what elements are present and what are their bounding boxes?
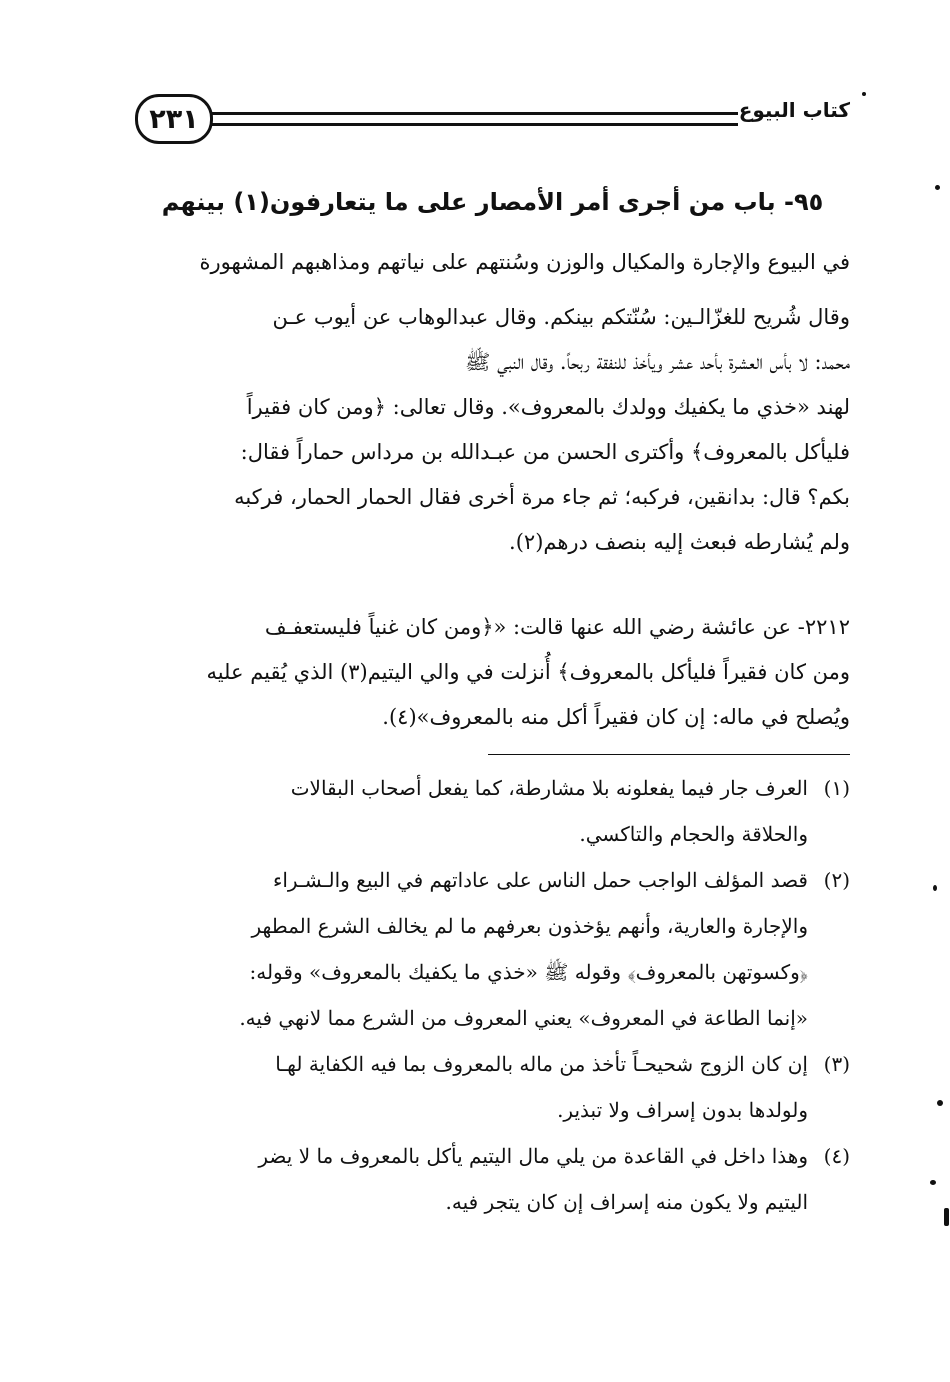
footnote-text xyxy=(135,857,808,1041)
page-header xyxy=(135,88,850,146)
narration-line: وقال شُريح للغزّالـين: سُنّتكم بينكم. وقال عبدالوهاب عن أيوب عـن xyxy=(272,305,850,329)
footnotes xyxy=(135,765,850,1225)
footnote-line: قصد المؤلف الواجب حمل الناس على عاداتهم في البيع والـشـراء xyxy=(272,868,808,892)
footnote-line: وهذا داخل في القاعدة من يلي مال اليتيم يأكل بالمعروف ما لا يضر xyxy=(258,1144,808,1168)
footnote-text xyxy=(135,1041,808,1133)
chapter-title: ٩٥- باب من أجرى أمر الأمصار على ما يتعارفون(١) بينهم xyxy=(161,188,824,216)
hadith-paragraph xyxy=(135,605,850,740)
scan-speck xyxy=(862,92,866,96)
footnote-text xyxy=(135,765,808,857)
intro-line: في البيوع والإجارة والمكيال والوزن وسُنتهم على نياتهم ومذاهبهم المشهورة xyxy=(199,250,850,274)
footnote-line: ولولدها بدون إسراف ولا تبذير. xyxy=(557,1098,808,1122)
hadith-line: ٢٢١٢- عن عائشة رضي الله عنها قالت: «﴿ومن كان غنياً فليستعفـف xyxy=(264,615,850,639)
footnote-line: ﴿وكسوتهن بالمعروف﴾ وقوله ﷺ «خذي ما يكفيك بالمعروف» وقوله: xyxy=(249,960,808,984)
narration-line: بكم؟ قال: بدانقين، فركبه؛ ثم جاء مرة أخرى فقال الحمار الحمار، فركبه xyxy=(234,485,850,509)
footnote-number: (٤) xyxy=(823,1144,850,1168)
book-title: كتاب البيوع xyxy=(738,98,850,122)
footnote-2 xyxy=(135,857,850,1041)
narration-paragraph xyxy=(135,295,850,565)
footnote-line: اليتيم ولا يكون منه إسراف إن كان يتجر فيه. xyxy=(445,1190,808,1214)
footnote-1 xyxy=(135,765,850,857)
header-rule xyxy=(211,112,738,126)
footnote-line: إن كان الزوج شحيحـاً تأخذ من ماله بالمعروف بما فيه الكفاية لهـا xyxy=(275,1052,808,1076)
narration-line: لهند «خذي ما يكفيك وولدك بالمعروف». وقال تعالى: ﴿ومن كان فقيراً xyxy=(246,395,850,419)
narration-line: ولم يُشارطه فبعث إليه بنصف درهم(٢). xyxy=(509,530,850,554)
hadith-line: ومن كان فقيراً فليأكل بالمعروف﴾ أُنزلت في والي اليتيم(٣) الذي يُقيم عليه xyxy=(206,660,850,684)
footnote-line: «إنما الطاعة في المعروف» يعني المعروف من الشرع مما لانهي فيه. xyxy=(239,1006,808,1030)
hadith-line: ويُصلح في ماله: إن كان فقيراً أكل منه بالمعروف»(٤). xyxy=(382,705,850,729)
footnote-line: والحلاقة والحجام والتاكسي. xyxy=(579,822,808,846)
footnote-number: (٢) xyxy=(823,868,850,892)
footnote-line: العرف جار فيما يفعلونه بلا مشارطة، كما يفعل أصحاب البقالات xyxy=(290,776,808,800)
narration-line: محمد: لا بأس العشرة بأحد عشر ويأخذ للنفقة ربحاً. وقال النبي ﷺ xyxy=(465,350,850,374)
scan-speck xyxy=(944,1208,949,1226)
footnote-number: (١) xyxy=(823,776,850,800)
footnote-number: (٣) xyxy=(823,1052,850,1076)
scan-speck xyxy=(933,885,937,891)
footnote-separator xyxy=(488,754,850,755)
page-number-badge: ٢٣١ xyxy=(135,94,213,144)
footnote-3 xyxy=(135,1041,850,1133)
narration-line: فليأكل بالمعروف﴾ وأكترى الحسن من عبـدالله بن مرداس حماراً فقال: xyxy=(240,440,850,464)
footnote-text xyxy=(135,1133,808,1225)
footnote-4 xyxy=(135,1133,850,1225)
scan-speck xyxy=(930,1180,936,1185)
chapter-intro xyxy=(135,240,850,285)
scan-speck xyxy=(937,1100,943,1106)
footnote-line: والإجارة والعارية، وأنهم يؤخذون بعرفهم ما لم يخالف الشرع المطهر xyxy=(251,914,808,938)
scan-speck xyxy=(935,185,940,190)
